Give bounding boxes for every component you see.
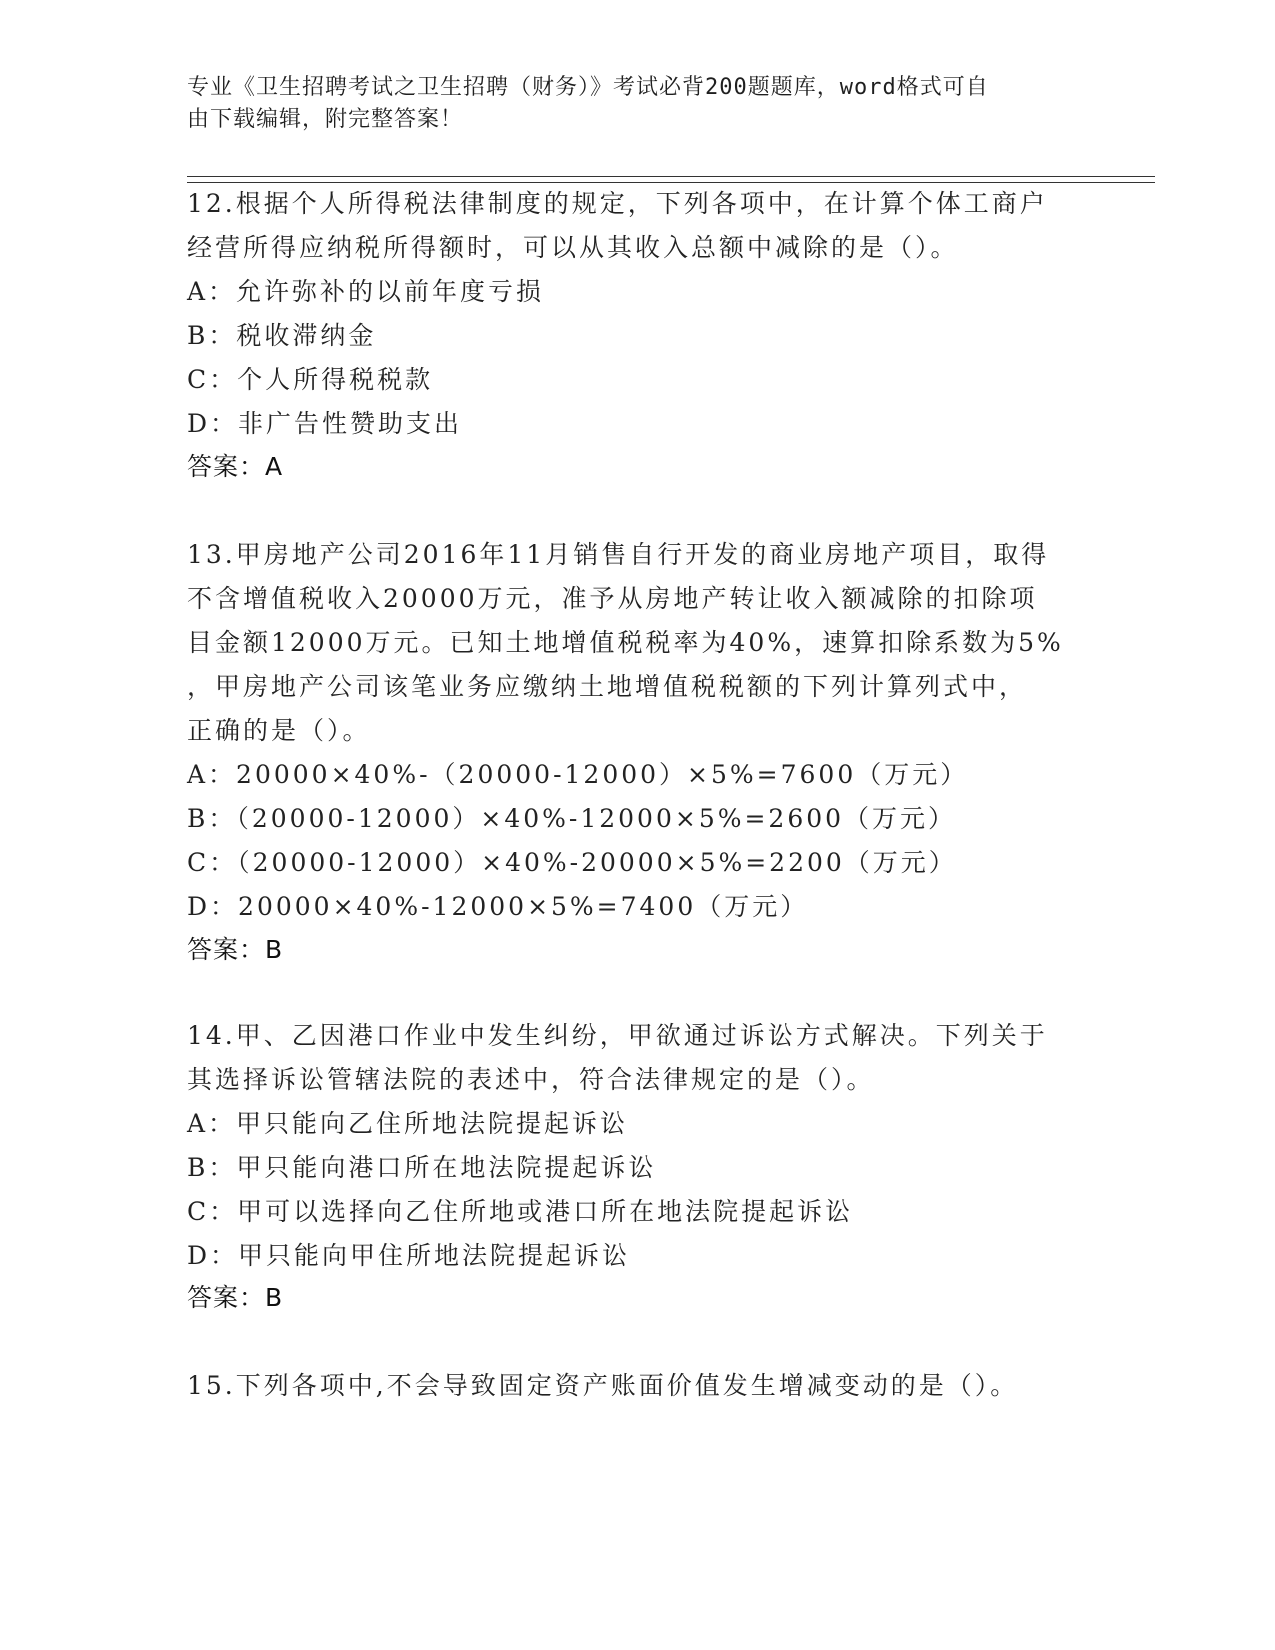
document-header <box>187 72 1067 136</box>
question-13-option-a: A：20000×40%-（20000-12000）×5%=7600（万元） <box>187 760 969 789</box>
question-12-option-b: B：税收滞纳金 <box>187 321 377 350</box>
question-14-answer: 答案：B <box>187 1283 284 1312</box>
question-13-option-b: B：（20000-12000）×40%-12000×5%=2600（万元） <box>187 804 957 833</box>
question-13-stem-line-3: 目金额12000万元。已知土地增值税税率为40%，速算扣除系数为5% <box>187 628 1064 657</box>
question-13-stem-line-2: 不含增值税收入20000万元，准予从房地产转让收入额减除的扣除项 <box>187 584 1038 613</box>
header-line-2: 由下载编辑，附完整答案！ <box>187 107 464 132</box>
question-13-stem-line-4: ，甲房地产公司该笔业务应缴纳土地增值税税额的下列计算列式中， <box>187 672 1028 701</box>
question-14-option-d: D：甲只能向甲住所地法院提起诉讼 <box>187 1241 631 1270</box>
question-12-stem-line-1: 12.根据个人所得税法律制度的规定，下列各项中，在计算个体工商户 <box>187 189 1048 218</box>
question-13-option-d: D：20000×40%-12000×5%=7400（万元） <box>187 892 809 921</box>
question-12-option-c: C：个人所得税税款 <box>187 365 434 394</box>
question-12-option-d: D：非广告性赞助支出 <box>187 409 463 438</box>
question-14-option-b: B：甲只能向港口所在地法院提起诉讼 <box>187 1153 657 1182</box>
question-13-answer: 答案：B <box>187 935 284 964</box>
question-13-option-c: C：（20000-12000）×40%-20000×5%=2200（万元） <box>187 848 957 877</box>
question-13-stem-line-1: 13.甲房地产公司2016年11月销售自行开发的商业房地产项目，取得 <box>187 540 1050 569</box>
header-line-1: 专业《卫生招聘考试之卫生招聘（财务）》考试必背200题题库，word格式可自 <box>187 75 989 100</box>
question-14-stem-line-2: 其选择诉讼管辖法院的表述中，符合法律规定的是（）。 <box>187 1065 875 1094</box>
question-14-option-c: C：甲可以选择向乙住所地或港口所在地法院提起诉讼 <box>187 1197 854 1226</box>
question-12-answer: 答案：A <box>187 452 284 481</box>
header-divider-bottom <box>187 182 1155 183</box>
header-divider-top <box>187 176 1155 177</box>
question-13-stem-line-5: 正确的是（）。 <box>187 716 371 745</box>
question-14-stem-line-1: 14.甲、乙因港口作业中发生纠纷，甲欲通过诉讼方式解决。下列关于 <box>187 1021 1048 1050</box>
question-12-stem-line-2: 经营所得应纳税所得额时，可以从其收入总额中减除的是（）。 <box>187 233 959 262</box>
question-14-option-a: A：甲只能向乙住所地法院提起诉讼 <box>187 1109 629 1138</box>
question-15-stem-line-1: 15.下列各项中,不会导致固定资产账面价值发生增减变动的是（）。 <box>187 1371 1019 1400</box>
question-12-option-a: A：允许弥补的以前年度亏损 <box>187 277 545 306</box>
